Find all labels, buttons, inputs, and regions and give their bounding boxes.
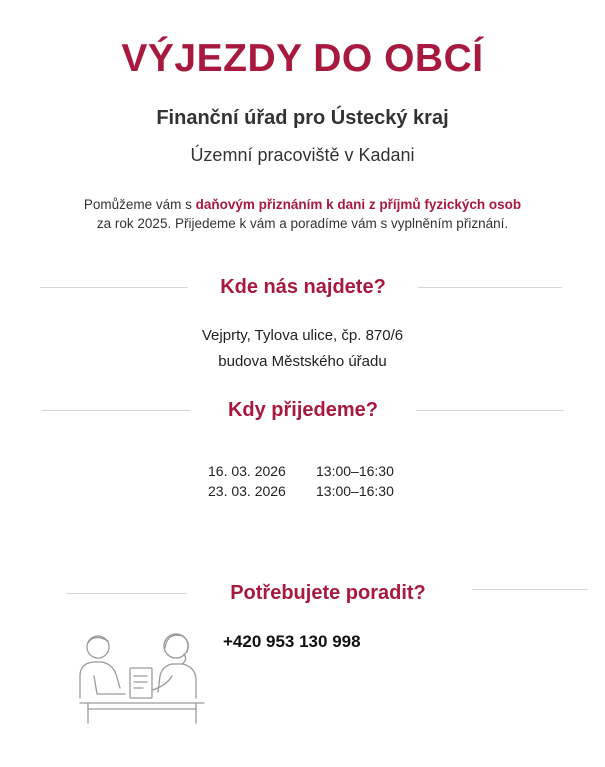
contact-heading: Potřebujete poradit? (230, 582, 426, 604)
divider-left (42, 410, 190, 411)
branch-name: Územní pracoviště v Kadani (190, 145, 415, 165)
location-heading: Kde nás najdete? (220, 276, 386, 298)
intro-highlight: daňovým přiznáním k dani z příjmů fyzických osob (195, 197, 522, 212)
intro-line-1 (0, 195, 605, 214)
intro-part-1: Pomůžeme vám s (83, 197, 196, 212)
address-line-1: Vejprty, Tylova ulice, čp. 870/6 (201, 327, 404, 344)
schedule-row (208, 461, 394, 481)
page-title: VÝJEZDY DO OBCÍ (121, 37, 484, 80)
divider-right (418, 287, 562, 288)
schedule-row (208, 481, 394, 501)
schedule-time: 13:00–16:30 (316, 483, 394, 499)
divider-left (66, 593, 186, 594)
office-name: Finanční úřad pro Ústecký kraj (156, 107, 449, 129)
intro-text (0, 195, 605, 233)
divider-right (472, 589, 588, 590)
schedule-date: 16. 03. 2026 (208, 463, 286, 479)
consultation-icon (72, 626, 212, 726)
schedule-heading: Kdy přijedeme? (227, 399, 379, 421)
schedule-date: 23. 03. 2026 (208, 483, 286, 499)
intro-line-2: za rok 2025. Přijedeme k vám a poradíme vám s vyplněním přiznání. (96, 216, 509, 231)
schedule-time: 13:00–16:30 (316, 463, 394, 479)
phone-number[interactable]: +420 953 130 998 (223, 632, 361, 651)
divider-left (40, 287, 188, 288)
divider-right (416, 410, 564, 411)
address-line-2: budova Městského úřadu (218, 353, 387, 370)
